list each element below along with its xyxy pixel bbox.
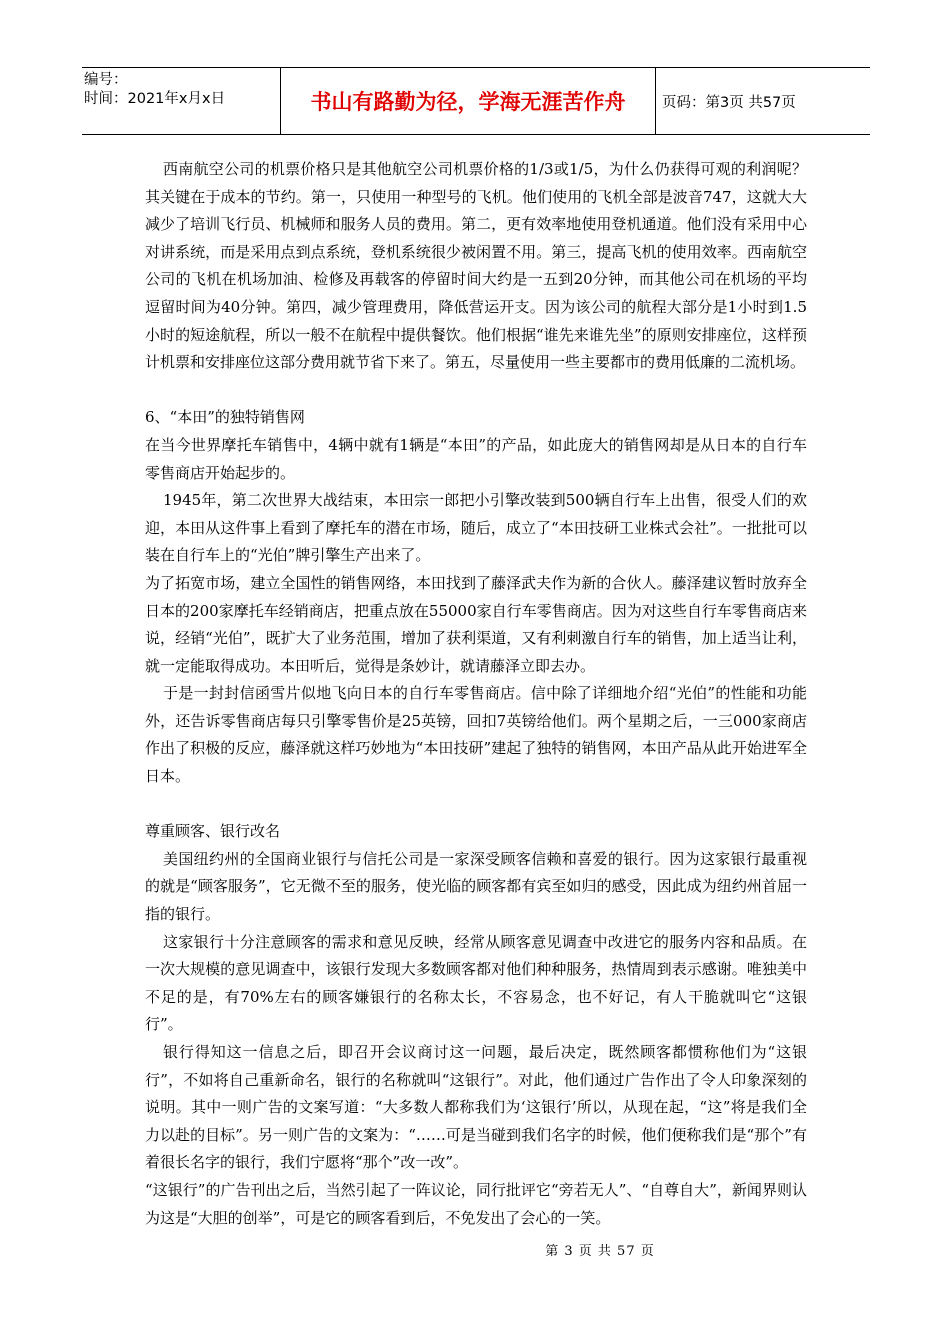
section-heading-bank: 尊重顾客、银行改名 xyxy=(145,822,281,841)
paragraph-spacer xyxy=(145,377,807,405)
document-time-label: 时间：2021年x月x日 xyxy=(84,91,226,107)
paragraph-spacer xyxy=(145,791,807,819)
paragraph-bank-rename: 银行得知这一信息之后，即召开会议商讨这一问题，最后决定，既然顾客都惯称他们为“这银行”，不如将自己重新命名，银行的名称就叫“这银行”。对此，他们通过广告作出了令人印象深刻的说明。其中一则广告的文案写道：“大多数人都称我们为‘这银行’所以，从现在起，“这”将是我们全力以赴的目标”。另一则广告的文案为：“……可是当碰到我们名字的时候，他们便称我们是“那个”有着很长名字的银行，我们宁愿将“那个”改一改”。 xyxy=(145,1043,807,1172)
header-meta xyxy=(82,68,281,134)
paragraph-bank-intro: 美国纽约州的全国商业银行与信托公司是一家深受顾客信赖和喜爱的银行。因为这家银行最重视的就是“顾客服务”，它无微不至的服务，使光临的顾客都有宾至如归的感受，因此成为纽约州首屈一指的银行。 xyxy=(145,849,807,924)
paragraph-honda-letters: 于是一封封信函雪片似地飞向日本的自行车零售商店。信中除了详细地介绍“光伯”的性能和功能外，还告诉零售商店每只引擎零售价是25英镑，回扣7英镑给他们。两个星期之后，一三000家商店作出了积极的反应，藤泽就这样巧妙地为“本田技研”建起了独特的销售网，本田产品从此开始进军全日本。 xyxy=(145,684,807,786)
document-body xyxy=(145,156,807,1232)
header-motto: 书山有路勤为径，学海无涯苦作舟 xyxy=(281,68,656,134)
paragraph-bank-reaction: “这银行”的广告刊出之后，当然引起了一阵议论，同行批评它“旁若无人”、“自尊自大”，新闻界则认为这是“大胆的创举”，可是它的顾客看到后，不免发出了会心的一笑。 xyxy=(145,1180,807,1227)
header-page-info: 页码：第3页 共57页 xyxy=(662,94,796,111)
paragraph-honda-fujisawa: 为了拓宽市场，建立全国性的销售网络，本田找到了藤泽武夫作为新的合伙人。藤泽建议暂时放弃全日本的200家摩托车经销商店，把重点放在55000家自行车零售商店。因为对这些自行车零售商店来说，经销“光伯”，既扩大了业务范围，增加了获利渠道，又有利刺激自行车的销售，加上适当让利，就一定能取得成功。本田听后，觉得是条妙计，就请藤泽立即去办。 xyxy=(145,573,807,675)
document-number-label: 编号： xyxy=(84,72,128,88)
paragraph-bank-survey: 这家银行十分注意顾客的需求和意见反映，经常从顾客意见调查中改进它的服务内容和品质。在一次大规模的意见调查中，该银行发现大多数顾客都对他们种种服务，热情周到表示感谢。唯独美中不足的是，有70%左右的顾客嫌银行的名称太长，不容易念，也不好记，有人干脆就叫它“这银行”。 xyxy=(145,932,807,1034)
page-footer: 第 3 页 共 57 页 xyxy=(545,1244,655,1259)
page-header xyxy=(82,67,870,135)
paragraph-honda-1945: 1945年，第二次世界大战结束，本田宗一郎把小引擎改装到500辆自行车上出售，很受人们的欢迎，本田从这件事上看到了摩托车的潜在市场，随后，成立了“本田技研工业株式会社”。一批批可以装在自行车上的“光伯”牌引擎生产出来了。 xyxy=(145,491,807,565)
paragraph-honda-intro: 在当今世界摩托车销售中，4辆中就有1辆是“本田”的产品，如此庞大的销售网却是从日本的自行车零售商店开始起步的。 xyxy=(145,435,807,482)
section-heading-honda: 6、“本田”的独特销售网 xyxy=(145,408,305,427)
paragraph-southwest-airlines: 西南航空公司的机票价格只是其他航空公司机票价格的1/3或1/5，为什么仍获得可观的利润呢？其关键在于成本的节约。第一，只使用一种型号的飞机。他们使用的飞机全部是波音747，这就大大减少了培训飞行员、机械师和服务人员的费用。第二，更有效率地使用登机通道。他们没有采用中心对讲系统，而是采用点到点系统，登机系统很少被闲置不用。第三，提高飞机的使用效率。西南航空公司的飞机在机场加油、检修及再载客的停留时间大约是一五到20分钟，而其他公司在机场的平均逗留时间为40分钟。第四，减少管理费用，降低营运开支。因为该公司的航程大部分是1小时到1.5小时的短途航程，所以一般不在航程中提供餐饮。他们根据“谁先来谁先坐”的原则安排座位，这样预计机票和安排座位这部分费用就节省下来了。第五，尽量使用一些主要都市的费用低廉的二流机场。 xyxy=(145,160,807,372)
